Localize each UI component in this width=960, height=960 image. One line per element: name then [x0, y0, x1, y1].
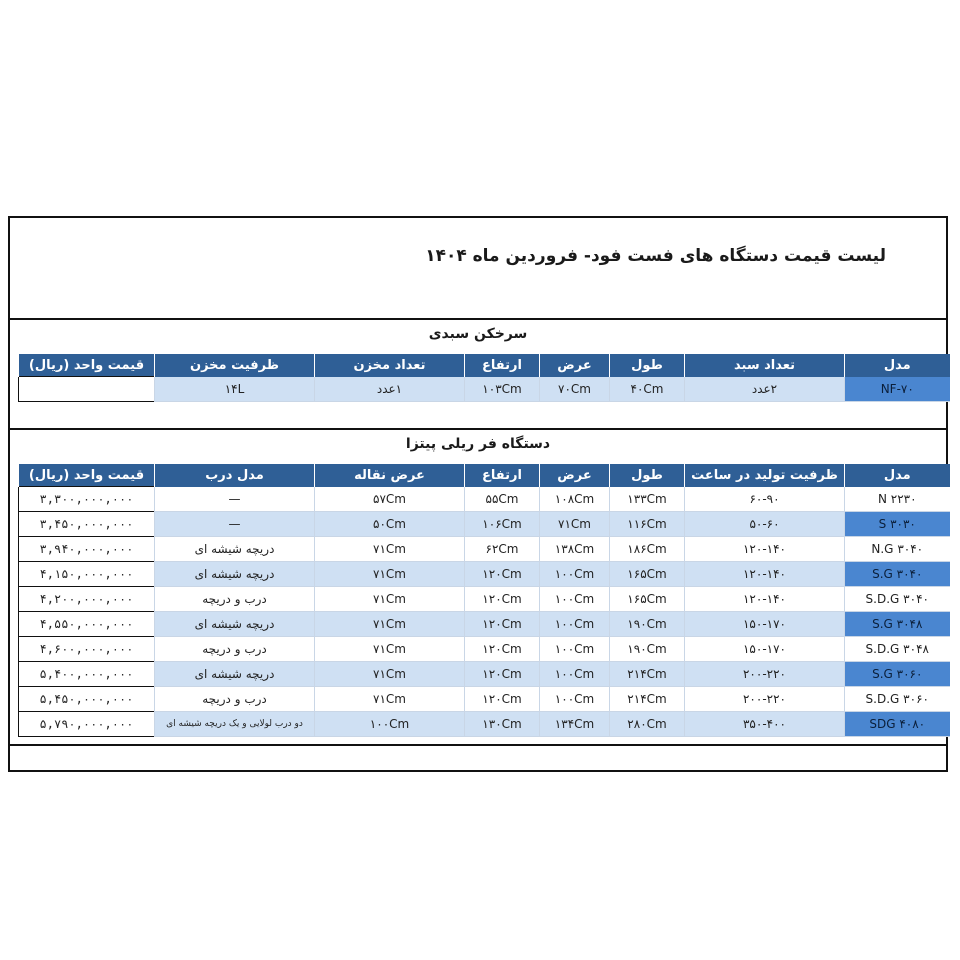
cell-model: ۳۰۳۰ S: [845, 512, 950, 537]
cell-width: ۱۰۸Cm: [540, 487, 610, 512]
cell-conveyor: ۵۷Cm: [315, 487, 465, 512]
cell-capacity: ۱۲۰-۱۴۰: [685, 562, 845, 587]
cell-width: ۱۰۰Cm: [540, 637, 610, 662]
cell-price: [19, 377, 155, 402]
cell-price: ۴,۱۵۰,۰۰۰,۰۰۰: [19, 562, 155, 587]
header-production-capacity: ظرفیت تولید در ساعت: [685, 464, 845, 487]
cell-capacity: ۶۰-۹۰: [685, 487, 845, 512]
fryer-table: [18, 354, 950, 402]
cell-price: ۴,۵۵۰,۰۰۰,۰۰۰: [19, 612, 155, 637]
cell-length: ۴۰Cm: [610, 377, 685, 402]
page-title: لیست قیمت دستگاه های فست فود- فروردین ماه ۱۴۰۴: [425, 246, 886, 266]
cell-conveyor: ۱۰۰Cm: [315, 712, 465, 737]
table-row: [19, 537, 950, 562]
header-price: قیمت واحد (ریال): [19, 354, 155, 377]
table-row: [19, 712, 950, 737]
cell-model: ۴۰۸۰ SDG: [845, 712, 950, 737]
cell-length: ۲۱۴Cm: [610, 687, 685, 712]
cell-model: ۳۰۴۰ N.G: [845, 537, 950, 562]
header-capacity: ظرفیت مخزن: [155, 354, 315, 377]
cell-price: ۵,۴۰۰,۰۰۰,۰۰۰: [19, 662, 155, 687]
cell-length: ۱۹۰Cm: [610, 637, 685, 662]
cell-model: ۳۰۴۸ S.G: [845, 612, 950, 637]
table-row: [19, 687, 950, 712]
cell-price: ۳,۴۵۰,۰۰۰,۰۰۰: [19, 512, 155, 537]
header-model: مدل: [845, 464, 950, 487]
section-title-pizza-oven: دستگاه فر ریلی پیتزا: [405, 436, 551, 452]
cell-model: ۳۰۶۰ S.G: [845, 662, 950, 687]
cell-length: ۲۸۰Cm: [610, 712, 685, 737]
cell-conveyor: ۵۰Cm: [315, 512, 465, 537]
table-row: [19, 512, 950, 537]
table-header-row: [19, 354, 950, 377]
cell-length: ۱۹۰Cm: [610, 612, 685, 637]
cell-length: ۲۱۴Cm: [610, 662, 685, 687]
cell-door: درب و دریچه: [155, 587, 315, 612]
cell-width: ۱۰۰Cm: [540, 562, 610, 587]
cell-door: —: [155, 512, 315, 537]
header-length: طول: [610, 464, 685, 487]
cell-capacity: ۱۵۰-۱۷۰: [685, 637, 845, 662]
table-row: [19, 662, 950, 687]
table-row: [19, 612, 950, 637]
cell-height: ۱۲۰Cm: [465, 587, 540, 612]
cell-tanks: ۱عدد: [315, 377, 465, 402]
table-row: [19, 562, 950, 587]
header-model: مدل: [845, 354, 950, 377]
cell-door: دریچه شیشه ای: [155, 662, 315, 687]
cell-height: ۵۵Cm: [465, 487, 540, 512]
cell-price: ۳,۳۰۰,۰۰۰,۰۰۰: [19, 487, 155, 512]
cell-model: NF-۷۰: [845, 377, 950, 402]
cell-capacity: ۳۵۰-۴۰۰: [685, 712, 845, 737]
bottom-divider: [10, 744, 946, 746]
cell-conveyor: ۷۱Cm: [315, 562, 465, 587]
header-height: ارتفاع: [465, 354, 540, 377]
price-list-sheet: [8, 216, 948, 772]
cell-capacity: ۲۰۰-۲۲۰: [685, 662, 845, 687]
cell-price: ۴,۶۰۰,۰۰۰,۰۰۰: [19, 637, 155, 662]
cell-price: ۵,۷۹۰,۰۰۰,۰۰۰: [19, 712, 155, 737]
cell-width: ۱۳۴Cm: [540, 712, 610, 737]
header-tanks: تعداد مخزن: [315, 354, 465, 377]
cell-door: درب و دریچه: [155, 637, 315, 662]
cell-height: ۱۲۰Cm: [465, 687, 540, 712]
header-width: عرض: [540, 354, 610, 377]
cell-width: ۷۰Cm: [540, 377, 610, 402]
table-row: [19, 587, 950, 612]
table-row: [19, 487, 950, 512]
section-title-fryer: سرخکن سبدی: [428, 326, 528, 342]
cell-model: ۳۰۴۸ S.D.G: [845, 637, 950, 662]
cell-capacity: ۱۲۰-۱۴۰: [685, 537, 845, 562]
cell-door: —: [155, 487, 315, 512]
cell-price: ۵,۴۵۰,۰۰۰,۰۰۰: [19, 687, 155, 712]
cell-capacity: ۱۵۰-۱۷۰: [685, 612, 845, 637]
header-price: قیمت واحد (ریال): [19, 464, 155, 487]
cell-door: دریچه شیشه ای: [155, 537, 315, 562]
title-area: [10, 218, 946, 320]
cell-height: ۱۰۶Cm: [465, 512, 540, 537]
cell-capacity: ۵۰-۶۰: [685, 512, 845, 537]
cell-door: دو درب لولایی و یک دریچه شیشه ای: [155, 712, 315, 737]
cell-model: ۳۰۴۰ S.G: [845, 562, 950, 587]
cell-length: ۱۶۵Cm: [610, 562, 685, 587]
cell-conveyor: ۷۱Cm: [315, 637, 465, 662]
header-door-model: مدل درب: [155, 464, 315, 487]
cell-conveyor: ۷۱Cm: [315, 587, 465, 612]
cell-length: ۱۶۵Cm: [610, 587, 685, 612]
cell-length: ۱۸۶Cm: [610, 537, 685, 562]
cell-width: ۱۳۸Cm: [540, 537, 610, 562]
cell-length: ۱۳۳Cm: [610, 487, 685, 512]
cell-conveyor: ۷۱Cm: [315, 662, 465, 687]
header-height: ارتفاع: [465, 464, 540, 487]
cell-width: ۷۱Cm: [540, 512, 610, 537]
table-header-row: [19, 464, 950, 487]
cell-capacity: ۱۲۰-۱۴۰: [685, 587, 845, 612]
cell-door: دریچه شیشه ای: [155, 612, 315, 637]
cell-height: ۱۰۳Cm: [465, 377, 540, 402]
table-row: [19, 637, 950, 662]
cell-height: ۱۲۰Cm: [465, 562, 540, 587]
pizza-oven-table: [18, 464, 950, 737]
header-baskets: تعداد سبد: [685, 354, 845, 377]
cell-model: ۳۰۶۰ S.D.G: [845, 687, 950, 712]
cell-height: ۱۳۰Cm: [465, 712, 540, 737]
header-conveyor-width: عرض نقاله: [315, 464, 465, 487]
cell-height: ۱۲۰Cm: [465, 612, 540, 637]
cell-model: ۲۲۳۰ N: [845, 487, 950, 512]
cell-model: ۳۰۴۰ S.D.G: [845, 587, 950, 612]
cell-width: ۱۰۰Cm: [540, 587, 610, 612]
section-divider: [10, 428, 946, 430]
cell-conveyor: ۷۱Cm: [315, 537, 465, 562]
cell-price: ۳,۹۴۰,۰۰۰,۰۰۰: [19, 537, 155, 562]
cell-price: ۴,۲۰۰,۰۰۰,۰۰۰: [19, 587, 155, 612]
cell-conveyor: ۷۱Cm: [315, 612, 465, 637]
cell-length: ۱۱۶Cm: [610, 512, 685, 537]
cell-height: ۱۲۰Cm: [465, 662, 540, 687]
cell-height: ۱۲۰Cm: [465, 637, 540, 662]
cell-width: ۱۰۰Cm: [540, 612, 610, 637]
cell-capacity: ۲۰۰-۲۲۰: [685, 687, 845, 712]
cell-capacity: ۱۴L: [155, 377, 315, 402]
cell-height: ۶۲Cm: [465, 537, 540, 562]
cell-door: دریچه شیشه ای: [155, 562, 315, 587]
cell-conveyor: ۷۱Cm: [315, 687, 465, 712]
cell-width: ۱۰۰Cm: [540, 687, 610, 712]
cell-baskets: ۲عدد: [685, 377, 845, 402]
cell-width: ۱۰۰Cm: [540, 662, 610, 687]
table-row: [19, 377, 950, 402]
cell-door: درب و دریچه: [155, 687, 315, 712]
header-width: عرض: [540, 464, 610, 487]
header-length: طول: [610, 354, 685, 377]
